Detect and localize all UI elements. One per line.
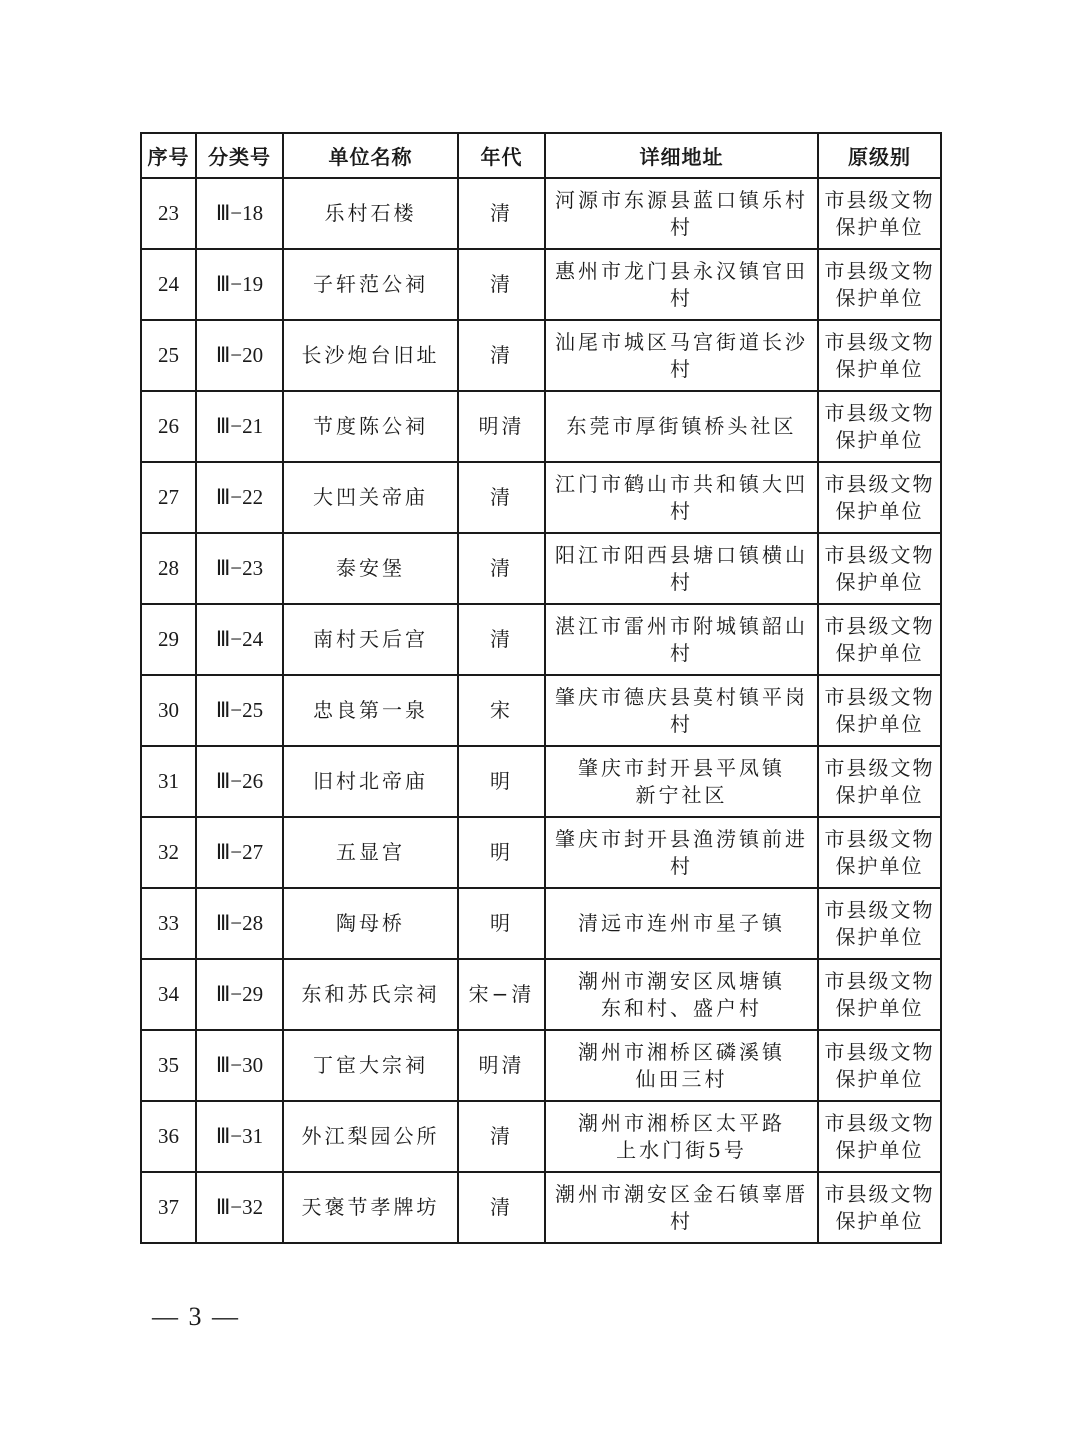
level-line: 市县级文物	[824, 471, 935, 496]
original-level-cell	[818, 320, 941, 391]
level-line: 保护单位	[835, 214, 924, 239]
serial-no-cell: 32	[141, 817, 196, 888]
unit-name-cell: 丁宦大宗祠	[283, 1030, 458, 1101]
address-cell	[545, 462, 818, 533]
level-line: 市县级文物	[824, 329, 935, 354]
header-original-level: 原级别	[818, 133, 941, 178]
header-era: 年代	[458, 133, 545, 178]
category-code-cell: Ⅲ−28	[196, 888, 283, 959]
address-line: 河源市东源县蓝口镇乐村村	[555, 187, 808, 239]
level-line: 保护单位	[835, 924, 924, 949]
original-level-cell	[818, 249, 941, 320]
category-code-cell: Ⅲ−18	[196, 178, 283, 249]
era-cell: 明	[458, 817, 545, 888]
level-line: 市县级文物	[824, 187, 935, 212]
address-cell	[545, 1172, 818, 1243]
table-row	[141, 604, 941, 675]
address-line: 上水门街5号	[616, 1137, 747, 1162]
address-cell	[545, 1101, 818, 1172]
address-line: 东莞市厚街镇桥头社区	[566, 414, 797, 438]
era-cell: 清	[458, 178, 545, 249]
address-cell	[545, 249, 818, 320]
table-row	[141, 320, 941, 391]
era-cell: 清	[458, 320, 545, 391]
era-cell: 明	[458, 888, 545, 959]
table-row	[141, 391, 941, 462]
unit-name-cell: 节度陈公祠	[283, 391, 458, 462]
serial-no-cell: 37	[141, 1172, 196, 1243]
era-cell: 明清	[458, 1030, 545, 1101]
serial-no-cell: 24	[141, 249, 196, 320]
level-line: 市县级文物	[824, 897, 935, 922]
category-code-cell: Ⅲ−22	[196, 462, 283, 533]
table-row	[141, 675, 941, 746]
level-line: 市县级文物	[824, 684, 935, 709]
address-cell	[545, 1030, 818, 1101]
level-line: 保护单位	[835, 356, 924, 381]
level-line: 市县级文物	[824, 1110, 935, 1135]
unit-name-cell: 大凹关帝庙	[283, 462, 458, 533]
address-line: 江门市鹤山市共和镇大凹村	[555, 471, 808, 523]
table-row	[141, 1172, 941, 1243]
address-cell	[545, 391, 818, 462]
address-line: 潮州市潮安区凤塘镇	[578, 968, 785, 993]
address-line: 肇庆市德庆县莫村镇平岗村	[555, 684, 808, 736]
serial-no-cell: 35	[141, 1030, 196, 1101]
era-cell: 明	[458, 746, 545, 817]
address-cell	[545, 817, 818, 888]
original-level-cell	[818, 462, 941, 533]
era-cell: 清	[458, 249, 545, 320]
level-line: 市县级文物	[824, 826, 935, 851]
category-code-cell: Ⅲ−19	[196, 249, 283, 320]
category-code-cell: Ⅲ−21	[196, 391, 283, 462]
category-code-cell: Ⅲ−29	[196, 959, 283, 1030]
unit-name-cell: 南村天后宫	[283, 604, 458, 675]
header-serial-no: 序号	[141, 133, 196, 178]
serial-no-cell: 25	[141, 320, 196, 391]
address-cell	[545, 533, 818, 604]
original-level-cell	[818, 533, 941, 604]
level-line: 保护单位	[835, 285, 924, 310]
heritage-list-table	[140, 132, 942, 1244]
category-code-cell: Ⅲ−25	[196, 675, 283, 746]
level-line: 保护单位	[835, 711, 924, 736]
original-level-cell	[818, 675, 941, 746]
era-cell: 明清	[458, 391, 545, 462]
address-cell	[545, 178, 818, 249]
category-code-cell: Ⅲ−23	[196, 533, 283, 604]
level-line: 市县级文物	[824, 755, 935, 780]
table-row	[141, 959, 941, 1030]
unit-name-cell: 东和苏氏宗祠	[283, 959, 458, 1030]
original-level-cell	[818, 604, 941, 675]
era-cell: 清	[458, 1101, 545, 1172]
serial-no-cell: 34	[141, 959, 196, 1030]
unit-name-cell: 子轩范公祠	[283, 249, 458, 320]
address-line: 肇庆市封开县渔涝镇前进村	[555, 826, 808, 878]
level-line: 保护单位	[835, 995, 924, 1020]
serial-no-cell: 30	[141, 675, 196, 746]
level-line: 市县级文物	[824, 613, 935, 638]
address-line: 潮州市潮安区金石镇辜厝村	[555, 1181, 808, 1233]
level-line: 保护单位	[835, 1137, 924, 1162]
level-line: 保护单位	[835, 782, 924, 807]
address-cell	[545, 959, 818, 1030]
level-line: 市县级文物	[824, 1181, 935, 1206]
table-row	[141, 462, 941, 533]
original-level-cell	[818, 178, 941, 249]
unit-name-cell: 外江梨园公所	[283, 1101, 458, 1172]
level-line: 保护单位	[835, 853, 924, 878]
original-level-cell	[818, 959, 941, 1030]
table-row	[141, 746, 941, 817]
address-line: 清远市连州市星子镇	[578, 911, 785, 935]
serial-no-cell: 28	[141, 533, 196, 604]
header-category-code: 分类号	[196, 133, 283, 178]
original-level-cell	[818, 1172, 941, 1243]
serial-no-cell: 36	[141, 1101, 196, 1172]
unit-name-cell: 泰安堡	[283, 533, 458, 604]
era-cell: 清	[458, 1172, 545, 1243]
original-level-cell	[818, 1030, 941, 1101]
address-cell	[545, 888, 818, 959]
table-row	[141, 249, 941, 320]
serial-no-cell: 23	[141, 178, 196, 249]
original-level-cell	[818, 746, 941, 817]
address-line: 肇庆市封开县平凤镇	[578, 755, 785, 780]
era-cell: 清	[458, 604, 545, 675]
address-line: 潮州市湘桥区太平路	[578, 1110, 785, 1135]
level-line: 保护单位	[835, 1208, 924, 1233]
header-address: 详细地址	[545, 133, 818, 178]
original-level-cell	[818, 1101, 941, 1172]
header-unit-name: 单位名称	[283, 133, 458, 178]
table-row	[141, 888, 941, 959]
address-cell	[545, 675, 818, 746]
level-line: 保护单位	[835, 1066, 924, 1091]
level-line: 市县级文物	[824, 542, 935, 567]
table-header-row	[141, 133, 941, 178]
original-level-cell	[818, 888, 941, 959]
address-line: 湛江市雷州市附城镇韶山村	[555, 613, 808, 665]
serial-no-cell: 33	[141, 888, 196, 959]
serial-no-cell: 31	[141, 746, 196, 817]
table-row	[141, 1101, 941, 1172]
table-row	[141, 817, 941, 888]
address-cell	[545, 320, 818, 391]
era-cell: 清	[458, 462, 545, 533]
category-code-cell: Ⅲ−26	[196, 746, 283, 817]
address-line: 汕尾市城区马宫街道长沙村	[555, 329, 808, 381]
level-line: 保护单位	[835, 640, 924, 665]
level-line: 市县级文物	[824, 258, 935, 283]
category-code-cell: Ⅲ−31	[196, 1101, 283, 1172]
unit-name-cell: 乐村石楼	[283, 178, 458, 249]
original-level-cell	[818, 391, 941, 462]
address-line: 新宁社区	[635, 782, 728, 807]
original-level-cell	[818, 817, 941, 888]
table-row	[141, 178, 941, 249]
era-cell: 清	[458, 533, 545, 604]
unit-name-cell: 忠良第一泉	[283, 675, 458, 746]
unit-name-cell: 陶母桥	[283, 888, 458, 959]
serial-no-cell: 29	[141, 604, 196, 675]
category-code-cell: Ⅲ−24	[196, 604, 283, 675]
era-cell: 宋	[458, 675, 545, 746]
unit-name-cell: 五显宫	[283, 817, 458, 888]
era-cell: 宋−清	[458, 959, 545, 1030]
category-code-cell: Ⅲ−30	[196, 1030, 283, 1101]
table-row	[141, 533, 941, 604]
serial-no-cell: 26	[141, 391, 196, 462]
level-line: 保护单位	[835, 569, 924, 594]
serial-no-cell: 27	[141, 462, 196, 533]
category-code-cell: Ⅲ−27	[196, 817, 283, 888]
unit-name-cell: 天褒节孝牌坊	[283, 1172, 458, 1243]
level-line: 保护单位	[835, 498, 924, 523]
page-number: — 3 —	[152, 1302, 240, 1331]
table-body	[141, 178, 941, 1243]
address-line: 仙田三村	[635, 1066, 728, 1091]
level-line: 市县级文物	[824, 1039, 935, 1064]
address-cell	[545, 604, 818, 675]
table-row	[141, 1030, 941, 1101]
unit-name-cell: 长沙炮台旧址	[283, 320, 458, 391]
address-line: 惠州市龙门县永汉镇官田村	[555, 258, 808, 310]
category-code-cell: Ⅲ−32	[196, 1172, 283, 1243]
level-line: 保护单位	[835, 427, 924, 452]
address-line: 阳江市阳西县塘口镇横山村	[555, 542, 808, 594]
category-code-cell: Ⅲ−20	[196, 320, 283, 391]
level-line: 市县级文物	[824, 968, 935, 993]
address-line: 潮州市湘桥区磷溪镇	[578, 1039, 785, 1064]
unit-name-cell: 旧村北帝庙	[283, 746, 458, 817]
level-line: 市县级文物	[824, 400, 935, 425]
address-line: 东和村、盛户村	[601, 995, 762, 1020]
address-cell	[545, 746, 818, 817]
